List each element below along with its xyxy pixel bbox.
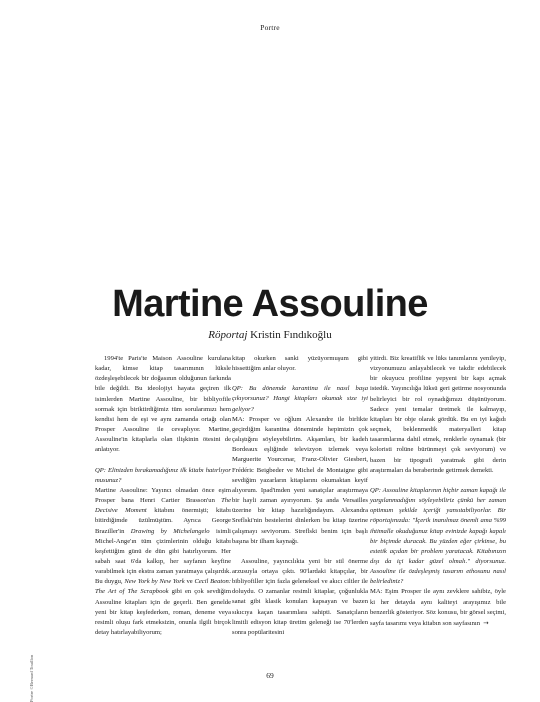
intro-paragraph: 1994'te Paris'te Maison Assouline kurulana kadar, kimse kitap tasarımının lüksle özdeşleşebilecek bir doğasının olduğunun farkında bile değildi. Bu ideolojiyi hayata geçiren ilk isimlerden Martine Assouline, bir bibliyofile sormak için biriktirdiğimiz tüm sorularımızı hem kendisi hem de eşi ve aynı zamanda ortağı olan Prosper Assouline ile cevaplıyor. Martine, Assouline'in kitaplarla olan ilişkinin ötesini de anlatıyor. — [95, 355, 231, 454]
answer-2-continued: yitirdi. Biz kreatiflik ve lüks tanımlarını yenileyip, vizyonumuzu anlayabilecek ve takdir edebilecek bir okuyucu profiline yepyeni bir kapı açmak istedik. Yayıncılığa lüksü geri getirme nosyonunda belirleyici bir rol oynadığımızı düşünüyorum. Sadece yeni temalar üretmek ile kalmayıp, kitapları bir obje olarak gördük. Bu en iyi kağıdı seçmek, beklenmedik materyalleri kitap tasarımlarına dahil etmek, renklerle oynamak (bir koloristi rolüne bürünmeyi çok seviyorum) ve bazen bir tipografi yaratmak gibi derin araştırmaları da beraberinde getirmek demekti. — [370, 355, 506, 474]
byline — [0, 329, 540, 341]
book-title: The Decisive Moment — [95, 497, 231, 515]
answer-1-text: Martine Assouline: Yayıncı olmadan önce eşim Prosper bana Henri Cartier Brasson'un — [95, 486, 231, 505]
answer-1-continued: kitap okurken sanki yüzüyormuşum gibi hissettiğim anlar oluyor. — [232, 355, 368, 373]
question-3: QP: Assouline kitaplarının hiçbir zaman kapağı ile yargılanmadığını söyleyebiliriz çünkü her zaman optimum şekilde içeriği yansıtabiliyorlar. Bir röportajınızda: "İçerik inanılmaz önemli ama %99 ihtimalle okuduğunuz kitap evinizde kapağı kapalı bir biçimde duracak. Bu yüzden eğer çirkinse, bu estetik açıdan bir problem yaratacak. Kitabınızın dışı da içi kadar güzel olmalı." diyorsunuz. Assouline ile özdeşleşmiş tasarım ethosunu nasıl belirlediniz? — [370, 486, 506, 586]
question-1: QP: Elinizden bırakamadığınız ilk kitabı hatırlıyor musunuz? — [95, 466, 231, 484]
page-number: 69 — [266, 671, 274, 680]
section-label: Portre — [260, 23, 280, 32]
text-column-2 — [232, 354, 368, 638]
byline-author: Kristin Fındıkoğlu — [250, 329, 332, 341]
answer-2: MA: Prosper ve oğlum Alexandre ile birlikte geçirdiğim karantina döneminde hepimizin çok çalıştığını söyleyebilirim. Akşamları, bir kadeh Bordeaux eşliğinde televizyon izlemek veya Marguerite Yourcenar, Franz-Olivier Giesbert, Frédéric Beigbeder ve Michel de Montaigne gibi sevdiğim yazarların kitaplarını okumaktan keyif alıyorum. Ipad'imden yeni sanatçılar araştırmaya bir hayli zaman ayırıyorum. Şu anda Versailles üzerine bir kitap hazırlığındayım. Alexandra Sreflski'nin bestelerini dinlerken bu kitap üzerine çalışmayı seviyorum. Streflski benim için başlı başına bir ilham kaynağı. — [232, 415, 368, 545]
answer-1-text: ve — [184, 578, 195, 586]
article-title: Martine Assouline — [112, 283, 428, 325]
book-title: Cecil Beaton: The Art of The Scrapbook — [95, 578, 232, 596]
question-2: QP: Bu dönemde karantina ile nasıl başa çıkıyorsunuz? Hangi kitapları okumak size iyi geliyor? — [232, 385, 368, 413]
text-column-3 — [370, 354, 506, 629]
answer-1 — [95, 486, 231, 638]
answer-2-paragraph-2: Assouline, yayıncılıkta yeni bir stil önerme arzusuyla ortaya çıktı. 90'lardaki kitapçılar, bir bibliyofiller için fazla geleneksel ve akıcı ciltler ile doluydu. O zamanlar resimli kitaplar, çoğunlukla sanat gibi klasik konuları kapsayan ve bazen sıkıcıya kaçan tasarımlara sahipti. Sanatçıların limitli edisyon kitap üretim geleneği ise 70'lerden sonra popülaritesini — [232, 557, 368, 636]
text-column-1 — [95, 354, 231, 638]
book-title: New York by New York — [124, 578, 185, 586]
byline-role: Röportaj — [208, 329, 248, 341]
answer-3 — [370, 587, 506, 629]
answer-3-text: MA: Eşim Prosper ile aynı zevklere sahibiz, öyle ki her detayda aynı kaliteyi arayışımız bile benzerlik gösteriyor. Söz konusu, bir görsel seçimi, sayfa tasarımı veya kitabın son sayfasının — [370, 588, 506, 627]
photo-credit: Portre ©Bernard Touillon — [29, 654, 34, 702]
answer-1-text: gibi en çok sevdiğim Assouline kitapları için de geçerli. Ben genelde yeni bir kitap keşfederken, roman, deneme veya resimli oluşu fark etmeksizin, onunla ilgili birçok detay hatırlayabiliyorum; — [95, 588, 231, 637]
answer-1-text: isimli Michel-Ange'ın tüm çizimlerinin olduğu kitabı keşfettiğim günü de dün gibi hatırlıyorum. Her sabah saat 6'da kalkıp, her sayfanın keyfine varabilmek için ekstra zaman yaratmaya çalışırdık. Bu duygu, — [95, 527, 231, 586]
answer-1-text: kitabını önermişti; kitabı bitirdiğimde üzülmüştüm. Ayrıca George Braziller'in — [95, 507, 231, 535]
book-title: Drawing by Michelangelo — [130, 527, 210, 535]
continue-arrow-icon: → — [483, 618, 489, 627]
